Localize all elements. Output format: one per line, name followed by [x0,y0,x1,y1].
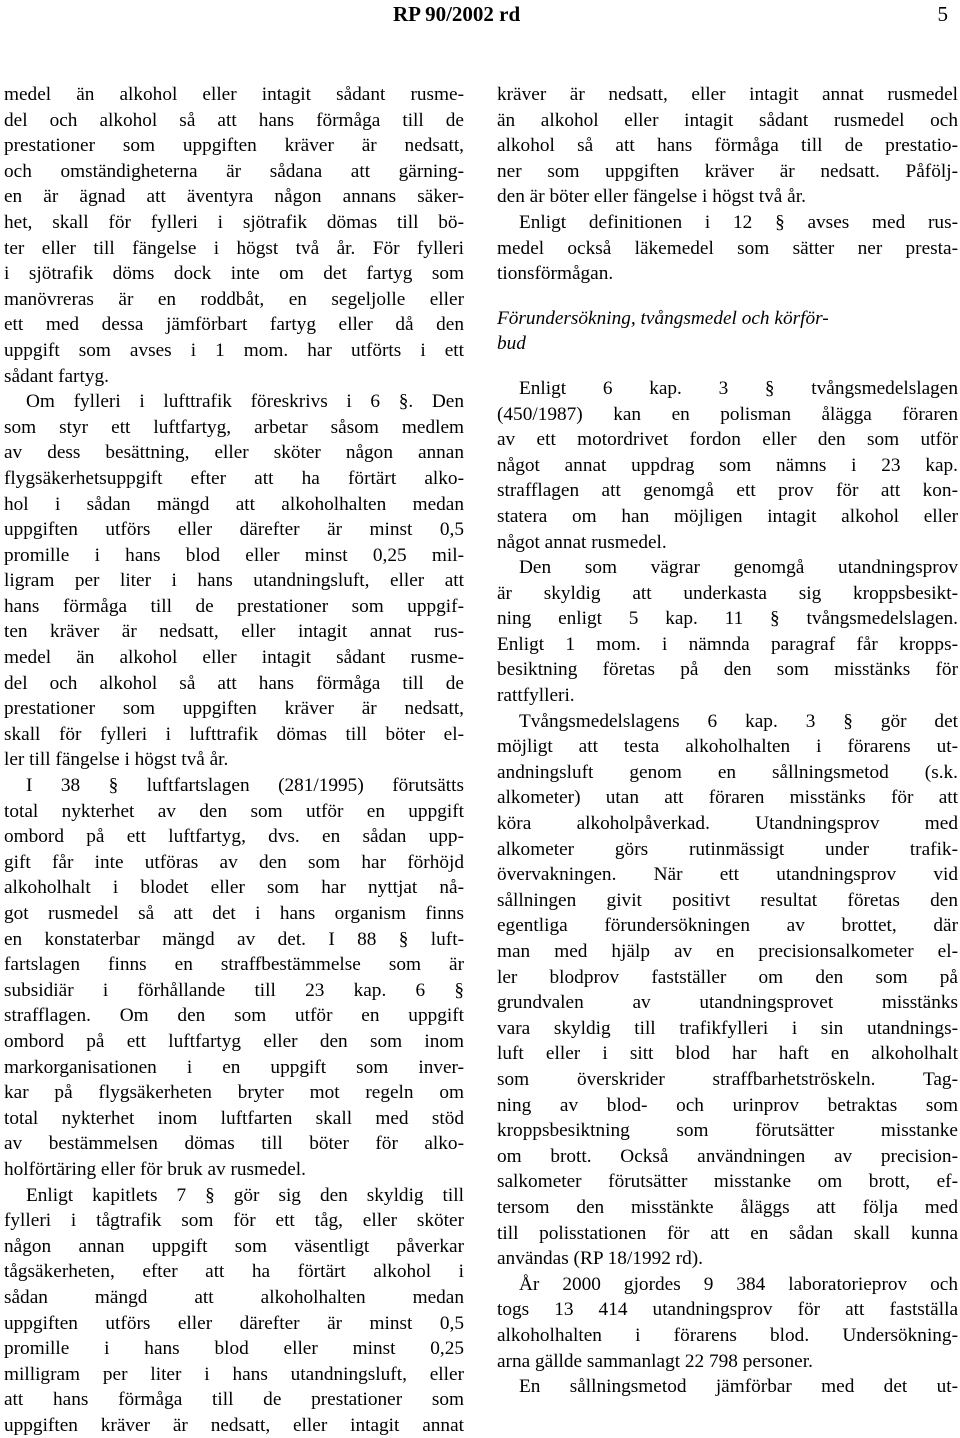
text-line: som överskrider straffbarhetströskeln. Tag- [497,1068,958,1090]
text-line: man med hjälp av en precisionsalkometer el- [497,941,958,962]
text-line: i sjötrafik döms dock inte om det fartyg som [4,263,464,285]
text-line: att hans förmåga till de prestationer som [4,1389,464,1411]
text-line: hol i sådan mängd att alkoholhalten medan [4,493,464,515]
text-line: strafflagen. Om den som utför en uppgift [4,1005,464,1027]
text-line: en konstaterbar mängd av det. I 88 § luft- [4,928,464,950]
text-line: skall för fylleri i lufttrafik dömas till böter el- [4,723,464,745]
text-line: ler blodprov fastställer om den som på [497,966,958,988]
text-line: alkohol så att hans förmåga till de prestatio- [497,135,958,157]
page-header [0,0,960,30]
text-line: till polisstationen för att en sådan skall kunna [497,1222,958,1244]
text-line: något annat rusmedel. [497,531,667,553]
text-line: got rusmedel så att det i hans organism finns [4,903,464,924]
text-line: användas (RP 18/1992 rd). [497,1248,703,1270]
text-line: tågsäkerheten, efter att ha förtärt alkohol i [4,1261,464,1283]
text-line: möjligt att testa alkoholhalten i förarens ut- [497,736,958,758]
text-line: tersom den misstänkte åläggs att följa med [497,1196,958,1218]
text-line: ett med dessa jämförbart fartyg eller då den [4,314,464,336]
text-line: promille i hans blod eller minst 0,25 [4,1338,464,1360]
text-line: prestationer som uppgiften kräver är nedsatt, [4,135,464,157]
text-line: promille i hans blod eller minst 0,25 mil- [4,544,464,566]
text-line: Tvångsmedelslagens 6 kap. 3 § gör det [519,710,958,732]
text-line: Enligt kapitlets 7 § gör sig den skyldig till [26,1184,464,1206]
text-line: uppgiften utförs eller därefter är minst 0,5 [4,519,464,541]
text-line: del och alkohol så att hans förmåga till de [4,672,464,694]
text-line: statera om han möjligen intagit alkohol eller [497,505,958,527]
text-line: sådant fartyg. [4,365,109,387]
text-line: är skyldig att underkasta sig kroppsbesikt- [497,582,958,604]
text-line: Enligt 6 kap. 3 § tvångsmedelslagen [519,377,958,399]
text-line: alkometer görs rutinmässigt under trafik- [497,838,958,860]
text-line: alkometer) utan att föraren misstänks för att [497,787,958,809]
text-line: markorganisationen i en uppgift som inver- [4,1056,464,1078]
text-line: holförtäring eller för bruk av rusmedel. [4,1158,306,1180]
text-line: av bestämmelsen dömas till böter för alko- [4,1133,464,1155]
text-line: subsidiär i förhållande till 23 kap. 6 § [4,979,464,1001]
text-line: uppgift som avses i 1 mom. har utförts i ett [4,339,464,361]
text-line: en är ägnad att äventyra någon annans säker- [4,186,464,208]
section-heading-line: Förundersökning, tvångsmedel och körför- [497,307,829,329]
text-line: kräver är nedsatt, eller intagit annat rusmedel [497,84,958,105]
text-line: del och alkohol så att hans förmåga till de [4,109,464,131]
text-line: tionsförmågan. [497,263,614,285]
text-line: prestationer som uppgiften kräver är nedsatt, [4,698,464,720]
text-line: kar på flygsäkerheten bryter mot regeln om [4,1082,464,1104]
text-line: alkoholhalten i förarens blod. Undersökning- [497,1324,958,1346]
text-line: kroppsbesiktning som förutsätter misstanke [497,1120,958,1142]
section-spacing [497,357,958,376]
text-line: köra alkoholpåverkad. Utandningsprov med [497,813,958,835]
text-line: I 38 § luftfartslagen (281/1995) förutsätts [26,775,464,797]
text-line: Den som vägrar genomgå utandningsprov [519,557,958,579]
document-reference: RP 90/2002 rd [393,2,521,26]
text-line: fartslagen finns en straffbestämmelse som är [4,954,464,976]
text-line: total nykterhet av den som utför en uppgift [4,800,464,822]
text-line: som styr ett luftfartyg, arbetar såsom medlem [4,416,464,438]
text-line: strafflagen att genomgå ett prov för att kon- [497,480,958,502]
text-line: luft eller i sitt blod har haft en alkoholhalt [497,1043,958,1065]
text-line: medel än alkohol eller intagit sådant rusme- [4,84,464,105]
text-line: ler till fängelse i högst två år. [4,749,229,771]
text-line: ner som uppgiften kräver är nedsatt. Påfölj- [497,160,958,182]
page-number: 5 [937,2,948,26]
text-line: total nykterhet inom luftfarten skall med stöd [4,1107,464,1129]
text-line: Enligt definitionen i 12 § avses med rus- [519,211,958,233]
text-line: hans förmåga till de prestationer som uppgif- [4,595,464,617]
text-line: någon annan uppgift som väsentligt påverkar [4,1235,464,1257]
text-line: ning av blod- och urinprov betraktas som [497,1094,958,1116]
text-line: och omständigheterna är sådana att gärning- [4,160,464,182]
text-line: besiktning företas på den som misstänks för [497,659,958,681]
text-line: än alkohol eller intagit sådant rusmedel och [497,109,958,131]
text-line: arna gällde sammanlagt 22 798 personer. [497,1350,813,1372]
text-line: övervakningen. När ett utandningsprov vid [497,864,958,886]
text-line: manövreras är en roddbåt, en segeljolle eller [4,288,464,310]
text-line: milligram per liter i hans utandningsluft, eller [4,1363,464,1385]
right-text-column [497,82,958,1400]
left-text-column [4,82,464,1438]
text-line: medel också läkemedel som sätter ner presta- [497,237,958,259]
text-line: (450/1987) kan en polisman ålägga föraren [497,403,958,425]
section-heading-line: bud [497,333,526,355]
text-line: uppgiften utförs eller därefter är minst 0,5 [4,1312,464,1334]
text-line: En sållningsmetod jämförbar med det ut- [519,1376,958,1398]
text-line: ter eller till fängelse i högst två år. För fylleri [4,237,464,259]
text-line: ten kräver är nedsatt, eller intagit annat rus- [4,621,464,643]
text-line: flygsäkerhetsuppgift efter att ha förtärt alko- [4,467,464,489]
section-heading [497,306,958,357]
text-line: rattfylleri. [497,685,575,707]
text-line: av dess besättning, eller sköter någon annan [4,442,464,464]
text-line: sådan mängd att alkoholhalten medan [4,1286,464,1308]
text-line: gift får inte utföras av den som har förhöjd [4,851,464,873]
text-line: togs 13 414 utandningsprov för att fastställa [497,1299,958,1321]
section-spacing [497,287,958,306]
text-line: grundvalen av utandningsprovet misstänks [497,992,958,1014]
text-line: Enligt 1 mom. i nämnda paragraf får kropps- [497,633,958,655]
right-column-part2 [497,376,958,1400]
text-line: fylleri i tågtrafik som för ett tåg, eller sköter [4,1210,464,1232]
text-line: egentliga förundersökningen av brottet, där [497,915,958,937]
right-column-part1 [497,82,958,287]
text-line: ligram per liter i hans utandningsluft, eller att [4,570,464,592]
text-line: om brott. Också användningen av precision- [497,1145,958,1167]
text-line: vara skyldig till trafikfylleri i sin utandnings- [497,1017,958,1039]
text-line: uppgiften kräver är nedsatt, eller intagit annat [4,1414,464,1436]
text-line: alkoholhalt i blodet eller som har nyttjat nå- [4,877,464,899]
text-line: något annat uppdrag som nämns i 23 kap. [497,454,958,476]
text-line: ning enligt 5 kap. 11 § tvångsmedelslagen. [497,608,958,630]
text-line: salkometer förutsätter misstanke om brott, ef- [497,1171,958,1193]
text-line: ombord på ett luftfartyg, dvs. en sådan upp- [4,826,464,848]
text-line: andningsluft genom en sållningsmetod (s.k. [497,761,958,783]
text-line: sållningen givit positivt resultat företas den [497,889,958,911]
text-line: Om fylleri i lufttrafik föreskrivs i 6 §. Den [26,391,464,413]
text-line: År 2000 gjordes 9 384 laboratorieprov och [519,1273,958,1295]
text-line: av ett motordrivet fordon eller den som utför [497,429,958,451]
text-line: ombord på ett luftfartyg eller den som inom [4,1030,464,1052]
text-line: den är böter eller fängelse i högst två år. [497,186,806,208]
text-line: het, skall för fylleri i sjötrafik dömas till bö- [4,211,464,233]
text-line: medel än alkohol eller intagit sådant rusme- [4,647,464,669]
